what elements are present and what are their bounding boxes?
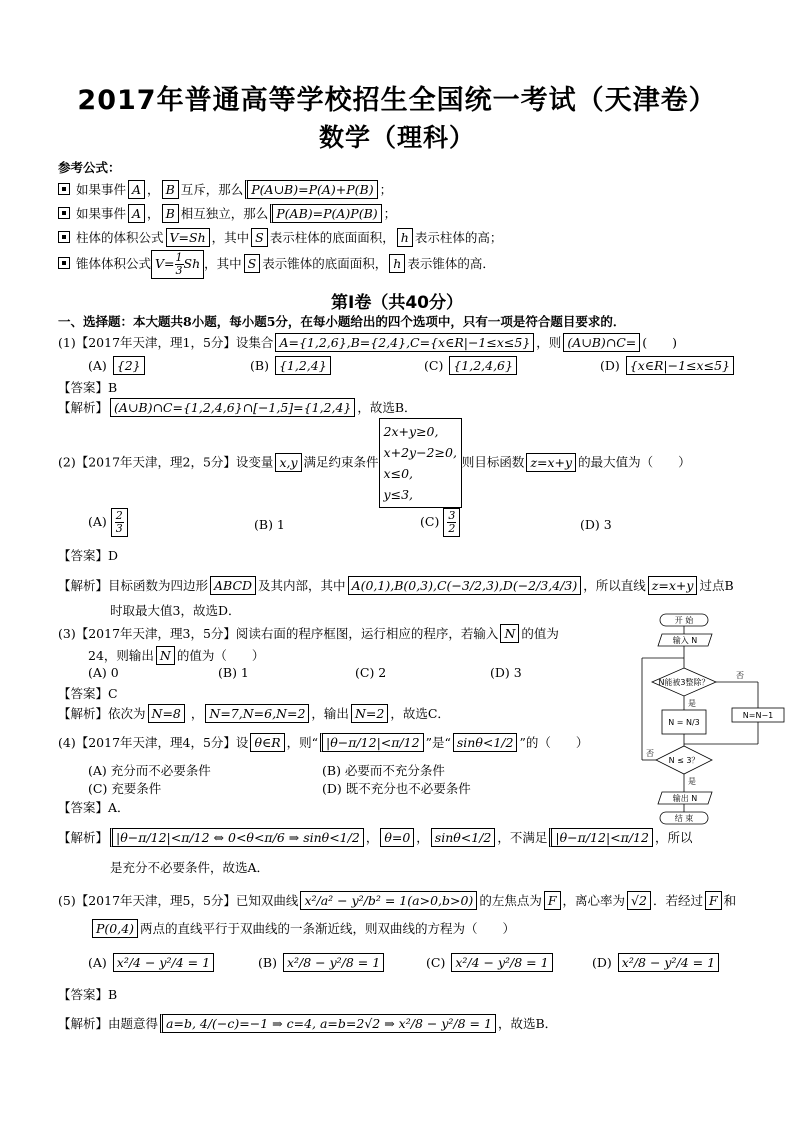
fraction xyxy=(115,510,124,535)
math-box xyxy=(443,508,460,537)
q4-stem xyxy=(58,733,588,752)
text: ； xyxy=(383,206,397,221)
flow-yes1-label: 是 xyxy=(688,699,696,708)
text: (3)【2017年天津，理3，5分】阅读右面的程序框图，运行相应的程序，若输入 xyxy=(58,626,499,641)
text: ”的（ ） xyxy=(519,735,589,750)
formula-line-1 xyxy=(58,180,392,199)
math-box: sinθ<1/2 xyxy=(453,733,518,752)
math-box: |θ−π/12|<π/12 xyxy=(320,733,424,752)
text: ， xyxy=(365,830,379,845)
text: 24，则输出 xyxy=(88,648,154,663)
math-box: A xyxy=(128,204,145,223)
q3-option-b: (B) 1 xyxy=(218,665,249,680)
math-box: F xyxy=(544,891,561,910)
flow-cond1-label: N能被3整除？ xyxy=(658,678,710,687)
text: ，不满足 xyxy=(497,830,548,845)
q3-option-d: (D) 3 xyxy=(490,665,522,680)
q1-option-a xyxy=(88,356,147,375)
text: 及其内部，其中 xyxy=(258,578,346,593)
text: (2)【2017年天津，理2，5分】设变量 xyxy=(58,454,274,470)
text: Sh xyxy=(183,256,201,271)
text: ，输出 xyxy=(311,706,349,721)
section-intro: 一、选择题：本大题共8小题，每小题5分，在每小题给出的四个选项中，只有一项是符合题目要求的． xyxy=(58,314,626,329)
text: (C) xyxy=(420,514,440,529)
text: ( ) xyxy=(642,335,678,350)
section-title: 第Ⅰ卷（共40分） xyxy=(331,293,463,313)
math-box: √2 xyxy=(627,891,651,910)
exam-title: 2017年普通高等学校招生全国统一考试（天津卷） xyxy=(77,85,717,116)
math-box: V=Sh xyxy=(166,228,210,247)
fraction xyxy=(447,510,456,535)
text: ， xyxy=(147,206,160,221)
flow-output-label: 输出 N xyxy=(672,794,698,803)
text: 和 xyxy=(723,893,737,908)
text: 则目标函数 xyxy=(461,454,525,470)
text: ，故选B． xyxy=(357,400,417,415)
math-box: h xyxy=(389,254,405,273)
denominator: 3 xyxy=(115,522,123,535)
text: 表示柱体的高； xyxy=(414,230,503,245)
constraint: x≤0, xyxy=(383,466,413,481)
text: 两点的直线平行于双曲线的一条渐近线，则双曲线的方程为（ ） xyxy=(140,921,516,936)
q4-option-c: (C) 充要条件 xyxy=(88,781,162,796)
text: 【解析】目标函数为四边形 xyxy=(58,578,209,593)
bullet-icon xyxy=(58,231,70,243)
q3-option-a: (A) 0 xyxy=(88,665,119,680)
text: 满足约束条件 xyxy=(303,454,379,470)
denominator: 2 xyxy=(448,522,456,535)
q4-answer: 【答案】A． xyxy=(58,800,130,815)
text: (D) xyxy=(600,358,620,373)
q5-stem xyxy=(58,891,736,910)
math-box: sinθ<1/2 xyxy=(431,828,496,847)
q5-stem-line2 xyxy=(90,919,515,938)
text: 【解析】依次为 xyxy=(58,706,146,721)
math-box: x²/4 − y²/8 = 1 xyxy=(451,953,552,972)
math-box: ABCD xyxy=(210,576,256,595)
flow-cond2-label: N ≤ 3？ xyxy=(668,756,700,765)
math-box xyxy=(111,508,128,537)
q5-answer: 【答案】B xyxy=(58,987,118,1002)
math-box: {x∈R|−1≤x≤5} xyxy=(626,356,734,375)
math-box: |θ−π/12|<π/12 ⇔ 0<θ<π/6 ⇒ sinθ<1/2 xyxy=(110,828,364,847)
q2-answer: 【答案】D xyxy=(58,548,119,563)
q4-analysis xyxy=(58,828,692,847)
math-box: z=x+y xyxy=(526,453,576,472)
math-box: A(0,1),B(0,3),C(−3/2,3),D(−2/3,4/3) xyxy=(348,576,582,595)
text: (B) xyxy=(258,955,277,970)
math-box: P(A∪B)=P(A)+P(B) xyxy=(245,180,377,199)
text: ．若经过 xyxy=(652,893,703,908)
numerator: 1 xyxy=(175,251,183,264)
math-box: S xyxy=(244,254,261,273)
math-box: {1,2,4} xyxy=(275,356,331,375)
q1-analysis xyxy=(58,398,417,417)
math-box: A={1,2,6},B={2,4},C={x∈R|−1≤x≤5} xyxy=(275,333,534,352)
text: ，故选B． xyxy=(497,1016,558,1031)
text: (A) xyxy=(88,514,107,529)
constraint: y≤3, xyxy=(383,487,414,502)
q4-option-d: (D) 既不充分也不必要条件 xyxy=(322,781,471,796)
text: 的值为 xyxy=(521,626,559,641)
text: 表示锥体的高． xyxy=(407,256,495,271)
text: (A) xyxy=(88,955,107,970)
q2-analysis-line2: 时取最大值3，故选D． xyxy=(110,603,241,618)
flow-no1-label: 否 xyxy=(736,671,744,680)
math-box: z=x+y xyxy=(648,576,698,595)
text: (1)【2017年天津，理1，5分】设集合 xyxy=(58,335,274,350)
math-box: a=b, 4/(−c)=−1 ⇒ c=4, a=b=2√2 ⇒ x²/8 − y²/8 = 1 xyxy=(160,1014,496,1033)
q5-option-a xyxy=(88,953,216,972)
math-box: N=2 xyxy=(351,704,388,723)
math-box: P(0,4) xyxy=(92,919,138,938)
math-box: N xyxy=(500,624,519,643)
text: 的左焦点为 xyxy=(479,893,542,908)
q3-answer: 【答案】C xyxy=(58,686,118,701)
math-box: F xyxy=(705,891,722,910)
text: ，所以直线 xyxy=(583,578,646,593)
math-box: x²/8 − y²/8 = 1 xyxy=(283,953,384,972)
text: 的最大值为（ ） xyxy=(578,454,691,470)
q1-stem xyxy=(58,333,677,352)
flowchart xyxy=(632,610,794,830)
denominator: 3 xyxy=(175,264,183,277)
q4-analysis-line2: 是充分不必要条件，故选A． xyxy=(110,860,270,875)
exam-subtitle: 数学（理科） xyxy=(318,123,475,152)
flow-op2-label: N=N−1 xyxy=(742,711,774,720)
q1-answer: 【答案】B xyxy=(58,380,118,395)
text: 柱体的体积公式 xyxy=(76,230,164,245)
math-box: x²/8 − y²/4 = 1 xyxy=(618,953,719,972)
text: (C) xyxy=(426,955,446,970)
q2-option-a xyxy=(88,508,128,537)
math-box: N=8 xyxy=(148,704,185,723)
flow-start-label: 开 始 xyxy=(674,616,694,625)
q3-option-c: (C) 2 xyxy=(355,665,387,680)
constraint: x+2y−2≥0, xyxy=(383,445,457,460)
text: (C) xyxy=(424,358,444,373)
text: (A) xyxy=(88,358,107,373)
q2-analysis xyxy=(58,576,734,595)
text: ，故选C． xyxy=(390,706,450,721)
text: ”是“ xyxy=(425,735,451,750)
math-box: h xyxy=(397,228,413,247)
q5-analysis xyxy=(58,1014,557,1033)
text: 【解析】 xyxy=(58,400,109,415)
q3-stem xyxy=(58,624,559,643)
text: (5)【2017年天津，理5，5分】已知双曲线 xyxy=(58,893,299,908)
math-box: x,y xyxy=(275,453,301,472)
text: ，离心率为 xyxy=(562,893,626,908)
text: ， xyxy=(147,182,160,197)
math-box: (A∪B)∩C={1,2,4,6}∩[−1,5]={1,2,4} xyxy=(110,398,355,417)
math-box: S xyxy=(251,228,268,247)
formula-line-4 xyxy=(58,250,495,279)
text: ； xyxy=(379,182,393,197)
math-box: |θ−π/12|<π/12 xyxy=(549,828,653,847)
numerator: 2 xyxy=(115,509,123,522)
bullet-icon xyxy=(58,257,70,269)
math-box: (A∪B)∩C= xyxy=(563,333,640,352)
q3-analysis: 【解析】依次为 N=8 ， N=7,N=6,N=2 ，输出 N=2 ，故选C． xyxy=(58,706,450,721)
bullet-icon xyxy=(58,207,70,219)
text: 表示柱体的底面面积， xyxy=(269,230,395,245)
math-box: θ=0 xyxy=(380,828,414,847)
text: ，所以 xyxy=(654,830,693,845)
text: 锥体体积公式 xyxy=(76,256,152,271)
flow-input-label: 输入 N xyxy=(672,636,698,645)
q2-stem xyxy=(58,418,691,508)
q5-option-c xyxy=(426,953,555,972)
text: ，则“ xyxy=(286,735,319,750)
flow-op1-label: N = N/3 xyxy=(668,718,700,727)
math-box xyxy=(151,250,204,279)
text: (D) xyxy=(592,955,612,970)
text: ，其中 xyxy=(204,256,242,271)
q2-option-c xyxy=(420,508,460,537)
text: 如果事件 xyxy=(76,206,127,221)
q4-option-a: (A) 充分而不必要条件 xyxy=(88,763,211,778)
math-box: x²/4 − y²/4 = 1 xyxy=(113,953,214,972)
formula-line-3 xyxy=(58,228,502,247)
formulas-heading: 参考公式： xyxy=(58,160,121,175)
formula-line-2 xyxy=(58,204,396,223)
text: 表示锥体的底面面积， xyxy=(262,256,388,271)
text: 互斥，那么 xyxy=(180,182,244,197)
math-box: N=7,N=6,N=2 xyxy=(205,704,309,723)
flow-no2-label: 否 xyxy=(646,749,654,758)
fraction xyxy=(175,252,184,277)
math-box: B xyxy=(162,180,179,199)
math-box: P(AB)=P(A)P(B) xyxy=(270,204,381,223)
text: ，则 xyxy=(536,335,562,350)
math-box: A xyxy=(128,180,145,199)
text: 【解析】 xyxy=(58,830,109,845)
q2-option-d: (D) 3 xyxy=(580,517,612,532)
text: (4)【2017年天津，理4，5分】设 xyxy=(58,735,249,750)
text: V= xyxy=(155,256,175,271)
text: 【解析】由题意得 xyxy=(58,1016,159,1031)
text: 的值为（ ） xyxy=(176,648,265,663)
math-box: x²/a² − y²/b² = 1(a>0,b>0) xyxy=(300,891,477,910)
text: 过点B xyxy=(699,578,734,593)
q5-option-b xyxy=(258,953,386,972)
math-box: {2} xyxy=(113,356,145,375)
numerator: 3 xyxy=(448,509,456,522)
math-box: N xyxy=(156,646,175,665)
text: ，其中 xyxy=(211,230,250,245)
bullet-icon xyxy=(58,183,70,195)
q3-stem-line2 xyxy=(88,646,264,665)
text: 相互独立，那么 xyxy=(180,206,269,221)
text: ， xyxy=(416,830,429,845)
q2-option-b: (B) 1 xyxy=(254,517,285,532)
q1-option-b xyxy=(250,356,333,375)
constraint: 2x+y≥0, xyxy=(383,424,439,439)
math-box: θ∈R xyxy=(250,733,284,752)
math-box: B xyxy=(162,204,179,223)
flow-yes2-label: 是 xyxy=(688,777,696,786)
constraint-system xyxy=(379,418,462,508)
flow-end-label: 结 束 xyxy=(674,814,694,823)
text: 如果事件 xyxy=(76,182,127,197)
math-box: {1,2,4,6} xyxy=(449,356,517,375)
q1-option-c xyxy=(424,356,519,375)
q5-option-d xyxy=(592,953,721,972)
q1-option-d xyxy=(600,356,736,375)
text: (B) xyxy=(250,358,269,373)
q4-option-b: (B) 必要而不充分条件 xyxy=(322,763,445,778)
